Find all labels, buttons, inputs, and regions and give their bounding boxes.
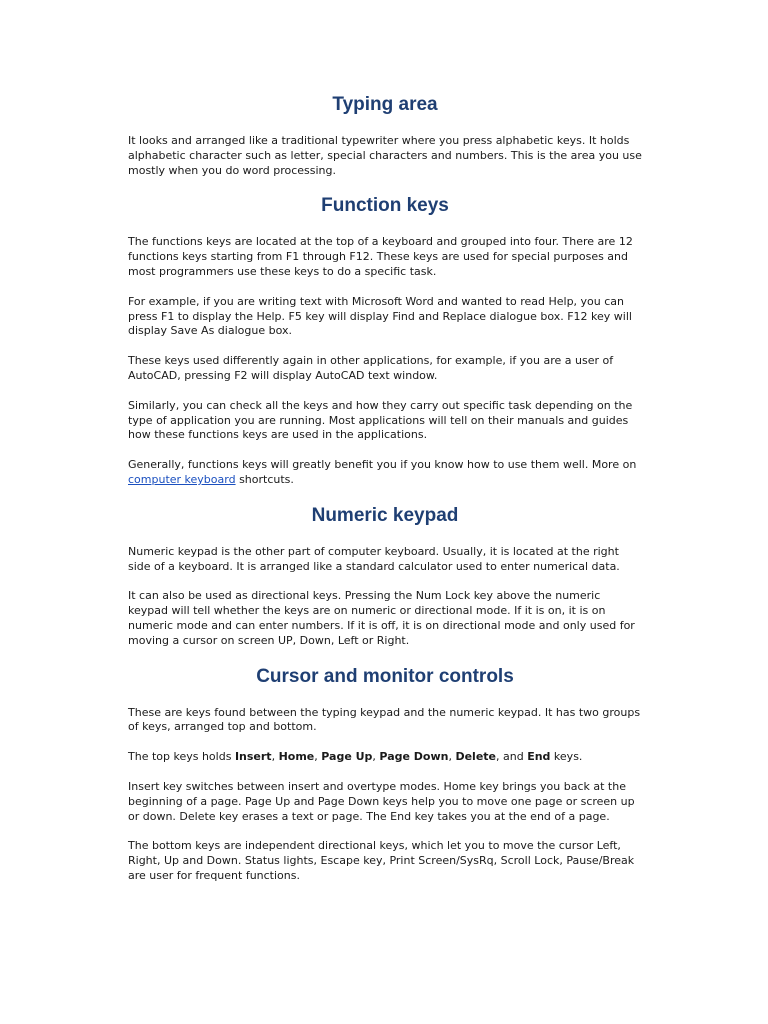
paragraph: These are keys found between the typing keypad and the numeric keypad. It has two groups of keys, arranged top and bottom. — [128, 705, 641, 734]
section-function-keys — [128, 193, 642, 487]
text-span: keys. — [550, 750, 583, 764]
heading-numeric-keypad: Numeric keypad — [311, 504, 459, 526]
key-page-up: Page Up — [321, 750, 373, 764]
paragraph: These keys used differently again in other applications, for example, if you are a user of AutoCAD, pressing F2 will display AutoCAD text window. — [128, 354, 614, 382]
paragraph: Similarly, you can check all the keys and how they carry out specific task depending on the type of application you are running. Most applications will tell on their manuals and guides how these functions keys are used in the applications. — [128, 398, 633, 442]
paragraph-with-link — [128, 458, 642, 488]
heading-typing-area: Typing area — [332, 94, 438, 115]
paragraph: Numeric keypad is the other part of computer keyboard. Usually, it is located at the right side of a keyboard. It is arranged like a standard calculator used to enter numerical data. — [128, 544, 620, 573]
text-span: The top keys holds — [128, 750, 235, 764]
text-span: Generally, functions keys will greatly benefit you if you know how to use them well. More on — [128, 458, 637, 472]
paragraph: The functions keys are located at the top of a keyboard and grouped into four. There are 12 functions keys starting from F1 through F12. These keys are used for special purposes and most programmers use these keys to do a specific task. — [128, 235, 633, 278]
key-end: End — [527, 750, 551, 764]
text-span: shortcuts. — [235, 472, 294, 486]
section-numeric-keypad — [128, 503, 642, 649]
document-content — [128, 92, 642, 899]
paragraph: Insert key switches between insert and overtype modes. Home key brings you back at the beginning of a page. Page Up and Page Down keys help you to move one page or screen up or down. Delete key erases a text or page. The End key takes you at the end of a page. — [128, 779, 635, 823]
paragraph: It looks and arranged like a traditional typewriter where you press alphabetic keys. It holds alphabetic character such as letter, special characters and numbers. This is the area you use mostly when you do word processing. — [128, 134, 642, 177]
heading-function-keys: Function keys — [321, 195, 449, 217]
key-insert: Insert — [234, 750, 272, 764]
key-page-down: Page Down — [379, 750, 449, 764]
text-span: , and — [496, 750, 528, 764]
section-typing-area — [128, 92, 642, 178]
text-span: , — [314, 750, 322, 764]
heading-cursor-monitor-controls: Cursor and monitor controls — [256, 665, 514, 687]
text-span: , — [271, 750, 279, 764]
text-span: , — [448, 750, 456, 764]
paragraph: It can also be used as directional keys. Pressing the Num Lock key above the numeric keypad will tell whether the keys are on numeric or directional mode. If it is on, it is on numeric mode and can enter numbers. If it is off, it is on directional mode and only used for moving a cursor on screen UP, Down, Left or Right. — [128, 589, 635, 647]
computer-keyboard-link[interactable]: computer keyboard — [128, 472, 236, 486]
key-delete: Delete — [455, 750, 497, 764]
paragraph: The bottom keys are independent directional keys, which let you to move the cursor Left, Right, Up and Down. Status lights, Escape key, Print Screen/SysRq, Scroll Lock, Pause/Break are user for frequent functions. — [128, 839, 635, 882]
text-span: , — [372, 750, 380, 764]
key-home: Home — [278, 750, 315, 764]
paragraph-top-keys — [128, 750, 642, 765]
paragraph: For example, if you are writing text with Microsoft Word and wanted to read Help, you can press F1 to display the Help. F5 key will display Find and Replace dialogue box. F12 key will display Save As dialogue box. — [128, 294, 632, 338]
section-cursor-monitor-controls — [128, 664, 642, 884]
